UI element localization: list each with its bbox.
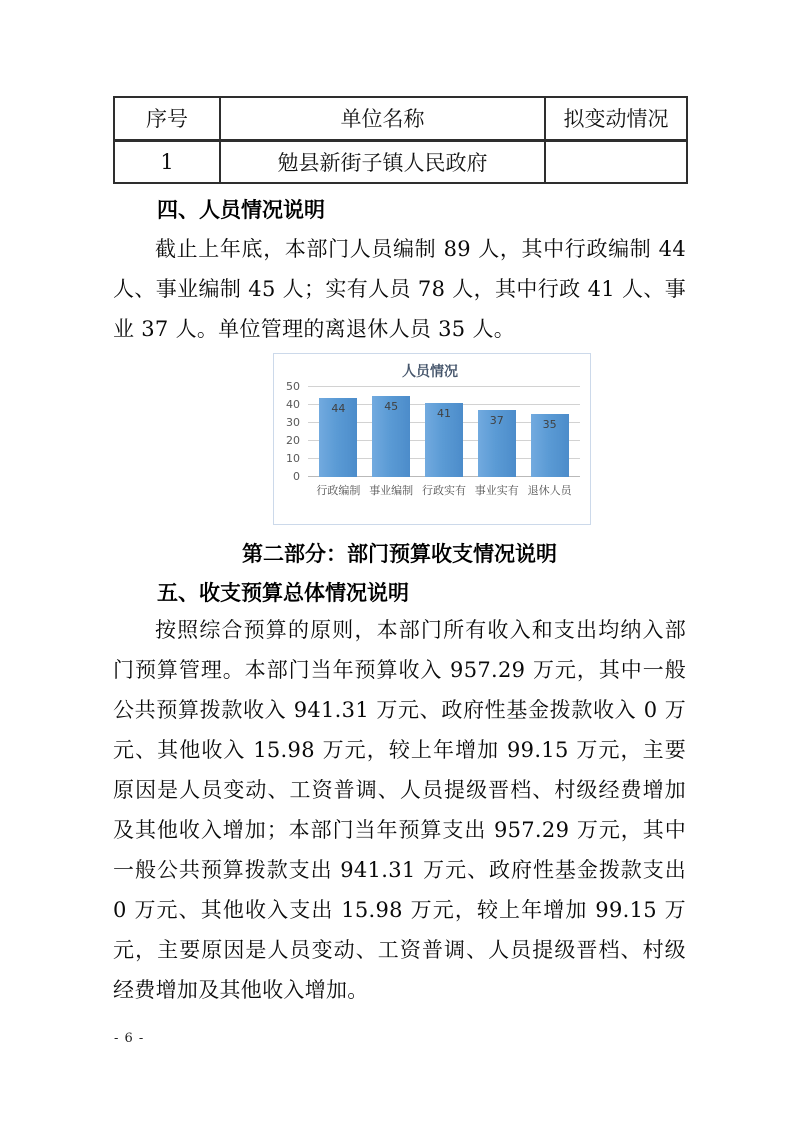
bar-value-label: 41 bbox=[436, 407, 451, 421]
chart-x-axis bbox=[308, 477, 580, 498]
chart-body bbox=[280, 380, 580, 483]
bar-value-label: 35 bbox=[542, 418, 557, 431]
y-tick-label: 20 bbox=[286, 434, 300, 447]
bar-slot bbox=[365, 387, 418, 477]
personnel-chart bbox=[273, 353, 591, 525]
page-number: - 6 - bbox=[114, 1031, 145, 1046]
x-category-label: 事业实有 bbox=[474, 484, 519, 497]
x-category-label: 行政实有 bbox=[421, 484, 466, 497]
table-header-seq: 序号 bbox=[114, 97, 220, 140]
bar-slot bbox=[418, 387, 471, 477]
y-tick-label: 10 bbox=[286, 452, 300, 465]
cell-seq: 1 bbox=[114, 140, 220, 183]
section-five-paragraph: 按照综合预算的原则，本部门所有收入和支出均纳入部门预算管理。本部门当年预算收入 957.29 万元，其中一般公共预算拨款收入 941.31 万元、政府性基金拨款收入 0 万元、其他收入 15.98 万元，较上年增加 99.15 万元，主要原因是人员变动、工资普调、人员提级晋档、村级经费增加及其他收入增加；本部门当年预算支出 957.29 万元，其中一般公共预算拨款支出 941.31 万元、政府性基金拨款支出 0 万元、其他收入支出 15.98 万元，较上年增加 99.15 万元，主要原因是人员变动、工资普调、人员提级晋档、村级经费增加及其他收入增加。 bbox=[113, 618, 686, 1002]
part-two-heading: 第二部分：部门预算收支情况说明 bbox=[242, 542, 557, 566]
table-header-change: 拟变动情况 bbox=[545, 97, 687, 140]
unit-table bbox=[113, 96, 688, 184]
chart-y-axis bbox=[280, 380, 308, 483]
y-tick-label: 30 bbox=[286, 416, 300, 429]
bar-事业编制 bbox=[372, 396, 410, 477]
y-tick-label: 50 bbox=[286, 380, 300, 393]
bar-退休人员 bbox=[531, 414, 569, 477]
table-header-unit-name: 单位名称 bbox=[220, 97, 545, 140]
cell-unit-name: 勉县新街子镇人民政府 bbox=[220, 140, 545, 183]
bar-slot bbox=[312, 387, 365, 477]
bar-slot bbox=[523, 387, 576, 477]
x-category-label: 行政编制 bbox=[316, 484, 361, 497]
bar-事业实有 bbox=[478, 410, 516, 477]
bar-slot bbox=[470, 387, 523, 477]
cell-change bbox=[545, 140, 687, 183]
y-tick-label: 0 bbox=[293, 470, 300, 483]
chart-bars bbox=[308, 387, 580, 477]
x-category-label: 事业编制 bbox=[369, 484, 414, 497]
bar-行政编制 bbox=[319, 398, 357, 477]
x-category-label: 退休人员 bbox=[527, 484, 572, 497]
section-four-heading: 四、人员情况说明 bbox=[157, 198, 325, 222]
table-row bbox=[114, 140, 687, 183]
y-tick-label: 40 bbox=[286, 398, 300, 411]
bar-行政实有 bbox=[425, 403, 463, 477]
bar-value-label: 44 bbox=[331, 401, 346, 415]
section-four-paragraph: 截止上年底，本部门人员编制 89 人，其中行政编制 44 人、事业编制 45 人；实有人员 78 人，其中行政 41 人、事业 37 人。单位管理的离退休人员 35 人。 bbox=[113, 237, 686, 341]
chart-plot bbox=[308, 387, 580, 477]
bar-value-label: 37 bbox=[489, 414, 504, 428]
section-five-heading: 五、收支预算总体情况说明 bbox=[157, 581, 409, 605]
table-header-row bbox=[114, 97, 687, 140]
chart-title: 人员情况 bbox=[402, 364, 458, 380]
bar-value-label: 45 bbox=[384, 400, 399, 413]
page-content bbox=[113, 96, 686, 1010]
